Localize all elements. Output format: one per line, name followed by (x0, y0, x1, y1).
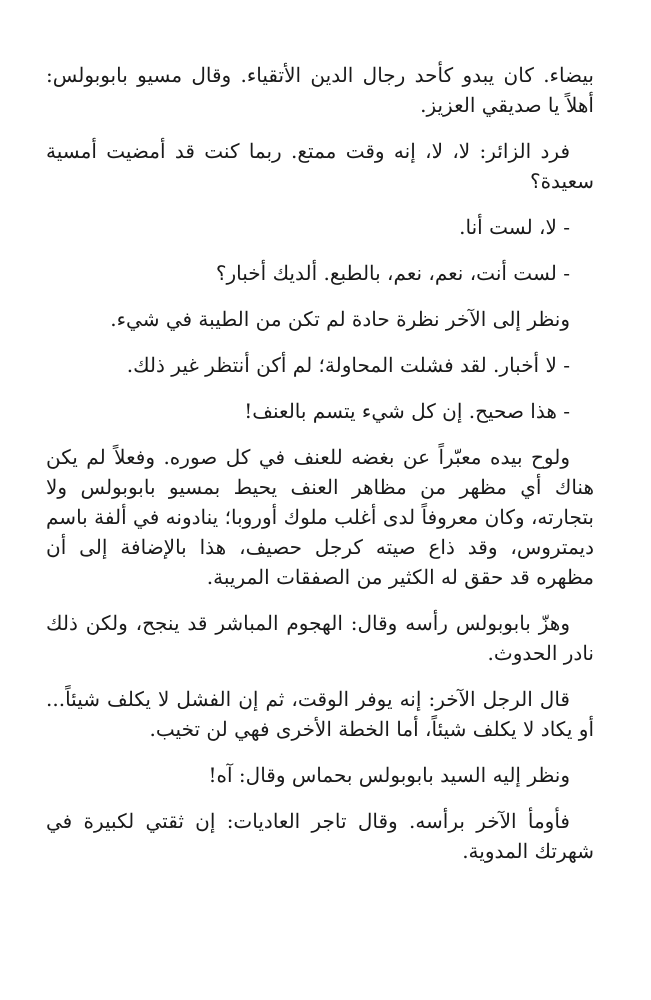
paragraph: وهزّ بابوبولس رأسه وقال: الهجوم المباشر قد ينجح، ولكن ذلك نادر الحدوث. (46, 611, 594, 665)
paragraph: ونظر إليه السيد بابوبولس بحماس وقال: آه! (208, 763, 570, 787)
paragraph: فأومأ الآخر برأسه. وقال تاجر العاديات: إن ثقتي لكبيرة في شهرتك المدوية. (46, 809, 594, 863)
paragraph: فرد الزائر: لا، لا، إنه وقت ممتع. ربما كنت قد أمضيت أمسية سعيدة؟ (46, 139, 594, 193)
paragraph: بيضاء. كان يبدو كأحد رجال الدين الأتقياء. وقال مسيو بابوبولس: أهلاً يا صديقي العزيز. (46, 63, 594, 117)
dialogue-line: - لا، لست أنا. (459, 215, 570, 239)
paragraph: ولوح بيده معبّراً عن بغضه للعنف في كل صوره. وفعلاً لم يكن هناك أي مظهر من مظاهر العنف يحيط بمسيو بابوبولس ولا بتجارته، وكان معروفاً لدى أغلب ملوك أوروبا؛ ينادونه في ألفة باسم ديمتروس، وقد ذاع صيته كرجل حصيف، هذا بالإضافة إلى أن مظهره قد حقق له الكثير من الصفقات المريبة. (46, 445, 595, 589)
dialogue-line: - لا أخبار. لقد فشلت المحاولة؛ لم أكن أنتظر غير ذلك. (126, 353, 570, 377)
dialogue-line: - لست أنت، نعم، نعم، بالطبع. ألديك أخبار؟ (215, 261, 570, 285)
dialogue-line: - هذا صحيح. إن كل شيء يتسم بالعنف! (244, 399, 570, 423)
paragraph: ونظر إلى الآخر نظرة حادة لم تكن من الطيبة في شيء. (110, 307, 570, 331)
paragraph: قال الرجل الآخر: إنه يوفر الوقت، ثم إن الفشل لا يكلف شيئاً... أو يكاد لا يكلف شيئاً، أما الخطة الأخرى فهي لن تخيب. (46, 687, 594, 741)
book-page (46, 60, 594, 882)
